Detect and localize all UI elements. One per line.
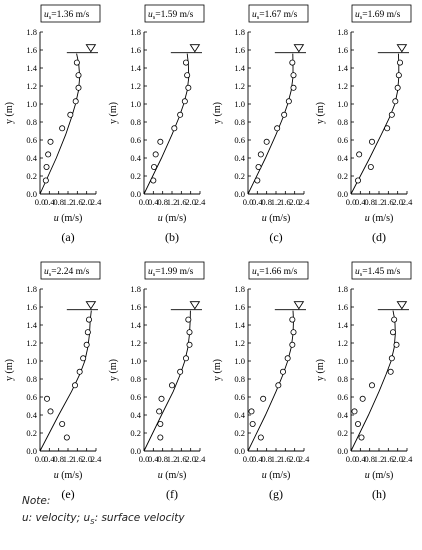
y-tick-label: 0.2 (337, 171, 348, 181)
x-tick-label: 0.8 (157, 454, 168, 464)
measured-point (76, 85, 81, 90)
x-tick-label: 2.0 (185, 454, 196, 464)
measured-point (183, 60, 188, 65)
x-tick-label: 1.2 (166, 454, 178, 464)
y-tick-label: 0.8 (234, 117, 245, 127)
measured-point (396, 73, 401, 78)
measured-point (275, 126, 280, 131)
measured-point (282, 112, 287, 117)
x-tick-label: 2.4 (298, 454, 310, 464)
note-surface-symbol: $u_S$ (83, 512, 95, 527)
note-block (22, 495, 50, 507)
y-tick-label: 1.0 (234, 356, 245, 366)
measured-point (261, 396, 266, 401)
measured-point (388, 369, 393, 374)
x-tick-label: 1.2 (62, 454, 74, 464)
measured-point (352, 409, 357, 414)
note-surface-velocity: : surface velocity (94, 512, 185, 524)
x-tick-label: 0.0 (138, 197, 150, 207)
fitted-profile-line (40, 54, 80, 194)
y-tick-label: 0.2 (337, 428, 348, 438)
x-tick-label: 0.8 (53, 197, 64, 207)
x-tick-label: 2.4 (194, 197, 206, 207)
water-surface-marker (190, 302, 199, 309)
y-tick-label: 1.6 (26, 302, 37, 312)
measured-point (390, 330, 395, 335)
x-tick-label: 0.8 (364, 454, 375, 464)
measured-point (46, 152, 51, 157)
measured-point (81, 356, 86, 361)
measured-point (355, 178, 360, 183)
y-tick-label: 1.2 (26, 81, 37, 91)
x-axis-title: u (m/s) (261, 470, 291, 481)
y-tick-label: 0.4 (26, 153, 37, 163)
x-tick-label: 0.0 (345, 197, 357, 207)
panel-label: (c) (269, 230, 283, 244)
y-tick-label: 0.0 (26, 446, 37, 456)
measured-point (84, 342, 89, 347)
y-tick-label: 0.6 (337, 392, 348, 402)
y-tick-label: 1.6 (26, 45, 37, 55)
measured-point (186, 85, 191, 90)
chart-panel (212, 5, 310, 244)
x-tick-label: 0.0 (34, 197, 46, 207)
y-tick-label: 0.6 (234, 135, 245, 145)
x-axis-title: u (m/s) (157, 470, 187, 481)
measured-point (77, 369, 82, 374)
y-tick-label: 1.8 (337, 27, 348, 37)
y-tick-label: 0.8 (337, 374, 348, 384)
fitted-profile-line (40, 311, 91, 451)
x-tick-label: 1.6 (280, 197, 291, 207)
y-tick-label: 1.0 (26, 356, 37, 366)
x-axis-title: u (m/s) (364, 470, 394, 481)
measured-point (394, 342, 399, 347)
note-title: Note: (22, 495, 51, 507)
y-tick-label: 0.0 (234, 189, 245, 199)
y-tick-label: 0.4 (130, 410, 141, 420)
surface-velocity-label: $u_s=1.45$ m/s (355, 267, 401, 278)
y-tick-label: 0.6 (234, 392, 245, 402)
y-tick-label: 0.6 (130, 135, 141, 145)
chart-panel (315, 262, 413, 501)
measured-point (290, 317, 295, 322)
x-tick-label: 0.8 (364, 197, 375, 207)
y-tick-label: 1.2 (130, 81, 141, 91)
y-tick-label: 1.6 (130, 302, 141, 312)
surface-velocity-label: $u_s=2.24$ m/s (44, 267, 90, 278)
y-tick-label: 1.8 (130, 27, 141, 37)
y-tick-label: 0.4 (234, 153, 245, 163)
surface-velocity-label: $u_s=1.69$ m/s (355, 10, 401, 21)
y-axis-title: y (m) (212, 102, 223, 124)
x-tick-label: 0.0 (345, 454, 357, 464)
measured-point (286, 99, 291, 104)
y-tick-label: 1.4 (337, 320, 348, 330)
measured-point (290, 60, 295, 65)
y-axis-title: y (m) (212, 359, 223, 381)
measured-point (249, 409, 254, 414)
measured-point (280, 369, 285, 374)
measured-point (264, 139, 269, 144)
y-tick-label: 0.6 (337, 135, 348, 145)
panel-label: (g) (269, 487, 283, 501)
measured-point (393, 99, 398, 104)
x-tick-label: 2.4 (194, 454, 206, 464)
surface-velocity-label: $u_s=1.36$ m/s (44, 10, 90, 21)
note-line (22, 512, 185, 526)
y-tick-label: 0.4 (337, 153, 348, 163)
measured-point (60, 126, 65, 131)
y-tick-label: 0.6 (26, 135, 37, 145)
measured-point (389, 112, 394, 117)
chart-panel (212, 262, 310, 501)
y-tick-label: 1.8 (26, 284, 37, 294)
y-tick-label: 1.8 (234, 27, 245, 37)
x-tick-label: 0.4 (252, 454, 263, 464)
x-tick-label: 2.4 (401, 454, 413, 464)
y-tick-label: 1.6 (234, 45, 245, 55)
x-tick-label: 1.6 (383, 454, 394, 464)
measured-point (250, 421, 255, 426)
y-tick-label: 1.2 (337, 81, 348, 91)
y-tick-label: 0.0 (234, 446, 245, 456)
x-tick-label: 0.8 (157, 197, 168, 207)
measured-point (72, 383, 77, 388)
water-surface-marker (294, 302, 303, 309)
x-tick-label: 0.8 (261, 454, 272, 464)
measured-point (369, 139, 374, 144)
x-tick-label: 0.0 (242, 197, 254, 207)
y-tick-label: 0.0 (26, 189, 37, 199)
x-tick-label: 1.2 (270, 197, 282, 207)
measured-point (44, 396, 49, 401)
x-tick-label: 0.4 (44, 454, 55, 464)
measured-point (158, 421, 163, 426)
y-tick-label: 0.8 (130, 117, 141, 127)
fitted-profile-line (351, 54, 399, 194)
measured-point (151, 164, 156, 169)
y-tick-label: 0.2 (130, 428, 141, 438)
x-tick-label: 2.0 (81, 454, 92, 464)
x-tick-label: 0.4 (355, 454, 366, 464)
y-tick-label: 1.2 (234, 81, 245, 91)
y-tick-label: 1.6 (130, 45, 141, 55)
x-tick-label: 1.2 (270, 454, 282, 464)
y-axis-title: y (m) (4, 102, 15, 124)
water-surface-marker (86, 302, 95, 309)
fitted-profile-line (351, 311, 395, 451)
x-tick-label: 1.6 (280, 454, 291, 464)
y-tick-label: 1.4 (130, 63, 141, 73)
measured-point (385, 126, 390, 131)
y-tick-label: 1.8 (337, 284, 348, 294)
y-tick-label: 1.0 (26, 99, 37, 109)
y-tick-label: 1.0 (337, 356, 348, 366)
x-tick-label: 0.0 (138, 454, 150, 464)
measured-point (182, 99, 187, 104)
panel-label: (b) (165, 230, 179, 244)
y-tick-label: 0.0 (337, 189, 348, 199)
measured-point (285, 356, 290, 361)
y-tick-label: 1.4 (26, 320, 37, 330)
measured-point (60, 421, 65, 426)
measured-point (151, 178, 156, 183)
x-axis-title: u (m/s) (157, 213, 187, 224)
surface-velocity-label: $u_s=1.67$ m/s (252, 10, 298, 21)
measured-point (43, 178, 48, 183)
measured-point (360, 396, 365, 401)
x-axis-title: u (m/s) (53, 213, 83, 224)
y-tick-label: 0.8 (130, 374, 141, 384)
x-tick-label: 1.6 (383, 197, 394, 207)
measured-point (86, 317, 91, 322)
measured-point (290, 342, 295, 347)
measured-point (368, 164, 373, 169)
measured-point (187, 342, 192, 347)
x-axis-title: u (m/s) (53, 470, 83, 481)
measured-point (85, 330, 90, 335)
measured-point (153, 152, 158, 157)
water-surface-marker (190, 45, 199, 52)
measured-point (73, 99, 78, 104)
measured-point (48, 409, 53, 414)
measured-point (183, 356, 188, 361)
water-surface-marker (294, 45, 303, 52)
y-tick-label: 0.2 (26, 171, 37, 181)
y-tick-label: 0.8 (234, 374, 245, 384)
measured-point (76, 73, 81, 78)
measured-point (178, 112, 183, 117)
x-tick-label: 0.8 (53, 454, 64, 464)
y-tick-label: 0.4 (234, 410, 245, 420)
measured-point (397, 60, 402, 65)
measured-point (187, 330, 192, 335)
y-tick-label: 1.2 (26, 338, 37, 348)
y-tick-label: 0.8 (337, 117, 348, 127)
x-tick-label: 2.4 (298, 197, 310, 207)
y-tick-label: 0.0 (130, 189, 141, 199)
y-tick-label: 1.8 (234, 284, 245, 294)
measured-point (258, 152, 263, 157)
y-tick-label: 1.2 (130, 338, 141, 348)
y-tick-label: 1.4 (234, 63, 245, 73)
water-surface-marker (397, 302, 406, 309)
panel-label: (f) (166, 487, 178, 501)
x-tick-label: 0.4 (148, 197, 159, 207)
x-tick-label: 0.4 (252, 197, 263, 207)
fitted-profile-line (144, 311, 190, 451)
y-tick-label: 0.4 (26, 410, 37, 420)
y-tick-label: 1.0 (130, 356, 141, 366)
measured-point (389, 356, 394, 361)
y-tick-label: 1.8 (26, 27, 37, 37)
x-tick-label: 1.2 (62, 197, 74, 207)
measured-point (158, 435, 163, 440)
y-tick-label: 0.8 (26, 374, 37, 384)
y-tick-label: 1.0 (234, 99, 245, 109)
x-axis-title: u (m/s) (364, 213, 394, 224)
measured-point (291, 73, 296, 78)
measured-point (369, 383, 374, 388)
measured-point (255, 178, 260, 183)
y-tick-label: 1.2 (234, 338, 245, 348)
y-tick-label: 1.4 (337, 63, 348, 73)
measured-point (44, 164, 49, 169)
x-tick-label: 2.0 (185, 197, 196, 207)
measured-point (157, 409, 162, 414)
x-tick-label: 0.4 (44, 197, 55, 207)
y-tick-label: 0.2 (130, 171, 141, 181)
y-axis-title: y (m) (315, 102, 326, 124)
measured-point (258, 435, 263, 440)
surface-velocity-label: $u_s=1.99$ m/s (148, 267, 194, 278)
measured-point (159, 396, 164, 401)
measured-point (359, 435, 364, 440)
measured-point (158, 139, 163, 144)
chart-panel (4, 262, 102, 501)
y-tick-label: 0.6 (26, 392, 37, 402)
x-tick-label: 0.8 (261, 197, 272, 207)
y-axis-title: y (m) (108, 359, 119, 381)
measured-point (357, 152, 362, 157)
chart-panel (108, 262, 206, 501)
measured-point (64, 435, 69, 440)
x-tick-label: 1.6 (72, 454, 83, 464)
measured-point (291, 85, 296, 90)
x-tick-label: 1.2 (166, 197, 178, 207)
y-tick-label: 1.0 (130, 99, 141, 109)
measured-point (169, 383, 174, 388)
y-axis-title: y (m) (4, 359, 15, 381)
measured-point (185, 73, 190, 78)
y-axis-title: y (m) (315, 359, 326, 381)
panel-label: (a) (61, 230, 75, 244)
y-tick-label: 0.2 (26, 428, 37, 438)
fitted-profile-line (248, 311, 294, 451)
y-tick-label: 1.0 (337, 99, 348, 109)
fitted-profile-line (248, 54, 293, 194)
x-tick-label: 1.6 (176, 197, 187, 207)
x-tick-label: 2.0 (289, 454, 300, 464)
y-tick-label: 1.4 (130, 320, 141, 330)
surface-velocity-label: $u_s=1.59$ m/s (148, 10, 194, 21)
chart-panel (4, 5, 102, 244)
y-tick-label: 0.6 (130, 392, 141, 402)
y-tick-label: 1.4 (234, 320, 245, 330)
water-surface-marker (397, 45, 406, 52)
y-tick-label: 0.4 (337, 410, 348, 420)
x-tick-label: 1.2 (373, 454, 385, 464)
measured-point (392, 317, 397, 322)
y-tick-label: 1.6 (337, 45, 348, 55)
fitted-profile-line (144, 54, 189, 194)
measured-point (355, 421, 360, 426)
x-tick-label: 0.0 (242, 454, 254, 464)
y-tick-label: 1.2 (337, 338, 348, 348)
measured-point (186, 317, 191, 322)
note-velocity: u: velocity; (22, 512, 81, 524)
chart-panel (315, 5, 413, 244)
y-tick-label: 0.0 (130, 446, 141, 456)
x-tick-label: 2.4 (90, 197, 102, 207)
surface-velocity-label: $u_s=1.66$ m/s (252, 267, 298, 278)
measured-point (68, 112, 73, 117)
y-tick-label: 0.0 (337, 446, 348, 456)
y-tick-label: 0.8 (26, 117, 37, 127)
measured-point (256, 164, 261, 169)
y-tick-label: 0.2 (234, 171, 245, 181)
x-tick-label: 2.0 (392, 197, 403, 207)
x-tick-label: 1.2 (373, 197, 385, 207)
measured-point (172, 126, 177, 131)
measured-point (395, 85, 400, 90)
x-tick-label: 1.6 (72, 197, 83, 207)
x-axis-title: u (m/s) (261, 213, 291, 224)
x-tick-label: 1.6 (176, 454, 187, 464)
measured-point (291, 330, 296, 335)
measured-point (178, 369, 183, 374)
panel-label: (e) (61, 487, 75, 501)
x-tick-label: 2.0 (392, 454, 403, 464)
x-tick-label: 0.0 (34, 454, 46, 464)
water-surface-marker (86, 45, 95, 52)
measured-point (276, 383, 281, 388)
x-tick-label: 2.4 (401, 197, 413, 207)
y-tick-label: 0.4 (130, 153, 141, 163)
chart-panel (108, 5, 206, 244)
measured-point (48, 139, 53, 144)
y-tick-label: 1.6 (234, 302, 245, 312)
x-tick-label: 2.0 (289, 197, 300, 207)
y-axis-title: y (m) (108, 102, 119, 124)
y-tick-label: 1.4 (26, 63, 37, 73)
y-tick-label: 1.8 (130, 284, 141, 294)
y-tick-label: 1.6 (337, 302, 348, 312)
y-tick-label: 0.2 (234, 428, 245, 438)
panel-label: (d) (372, 230, 386, 244)
x-tick-label: 2.0 (81, 197, 92, 207)
x-tick-label: 0.4 (355, 197, 366, 207)
panel-label: (h) (372, 487, 386, 501)
measured-point (74, 60, 79, 65)
x-tick-label: 0.4 (148, 454, 159, 464)
x-tick-label: 2.4 (90, 454, 102, 464)
